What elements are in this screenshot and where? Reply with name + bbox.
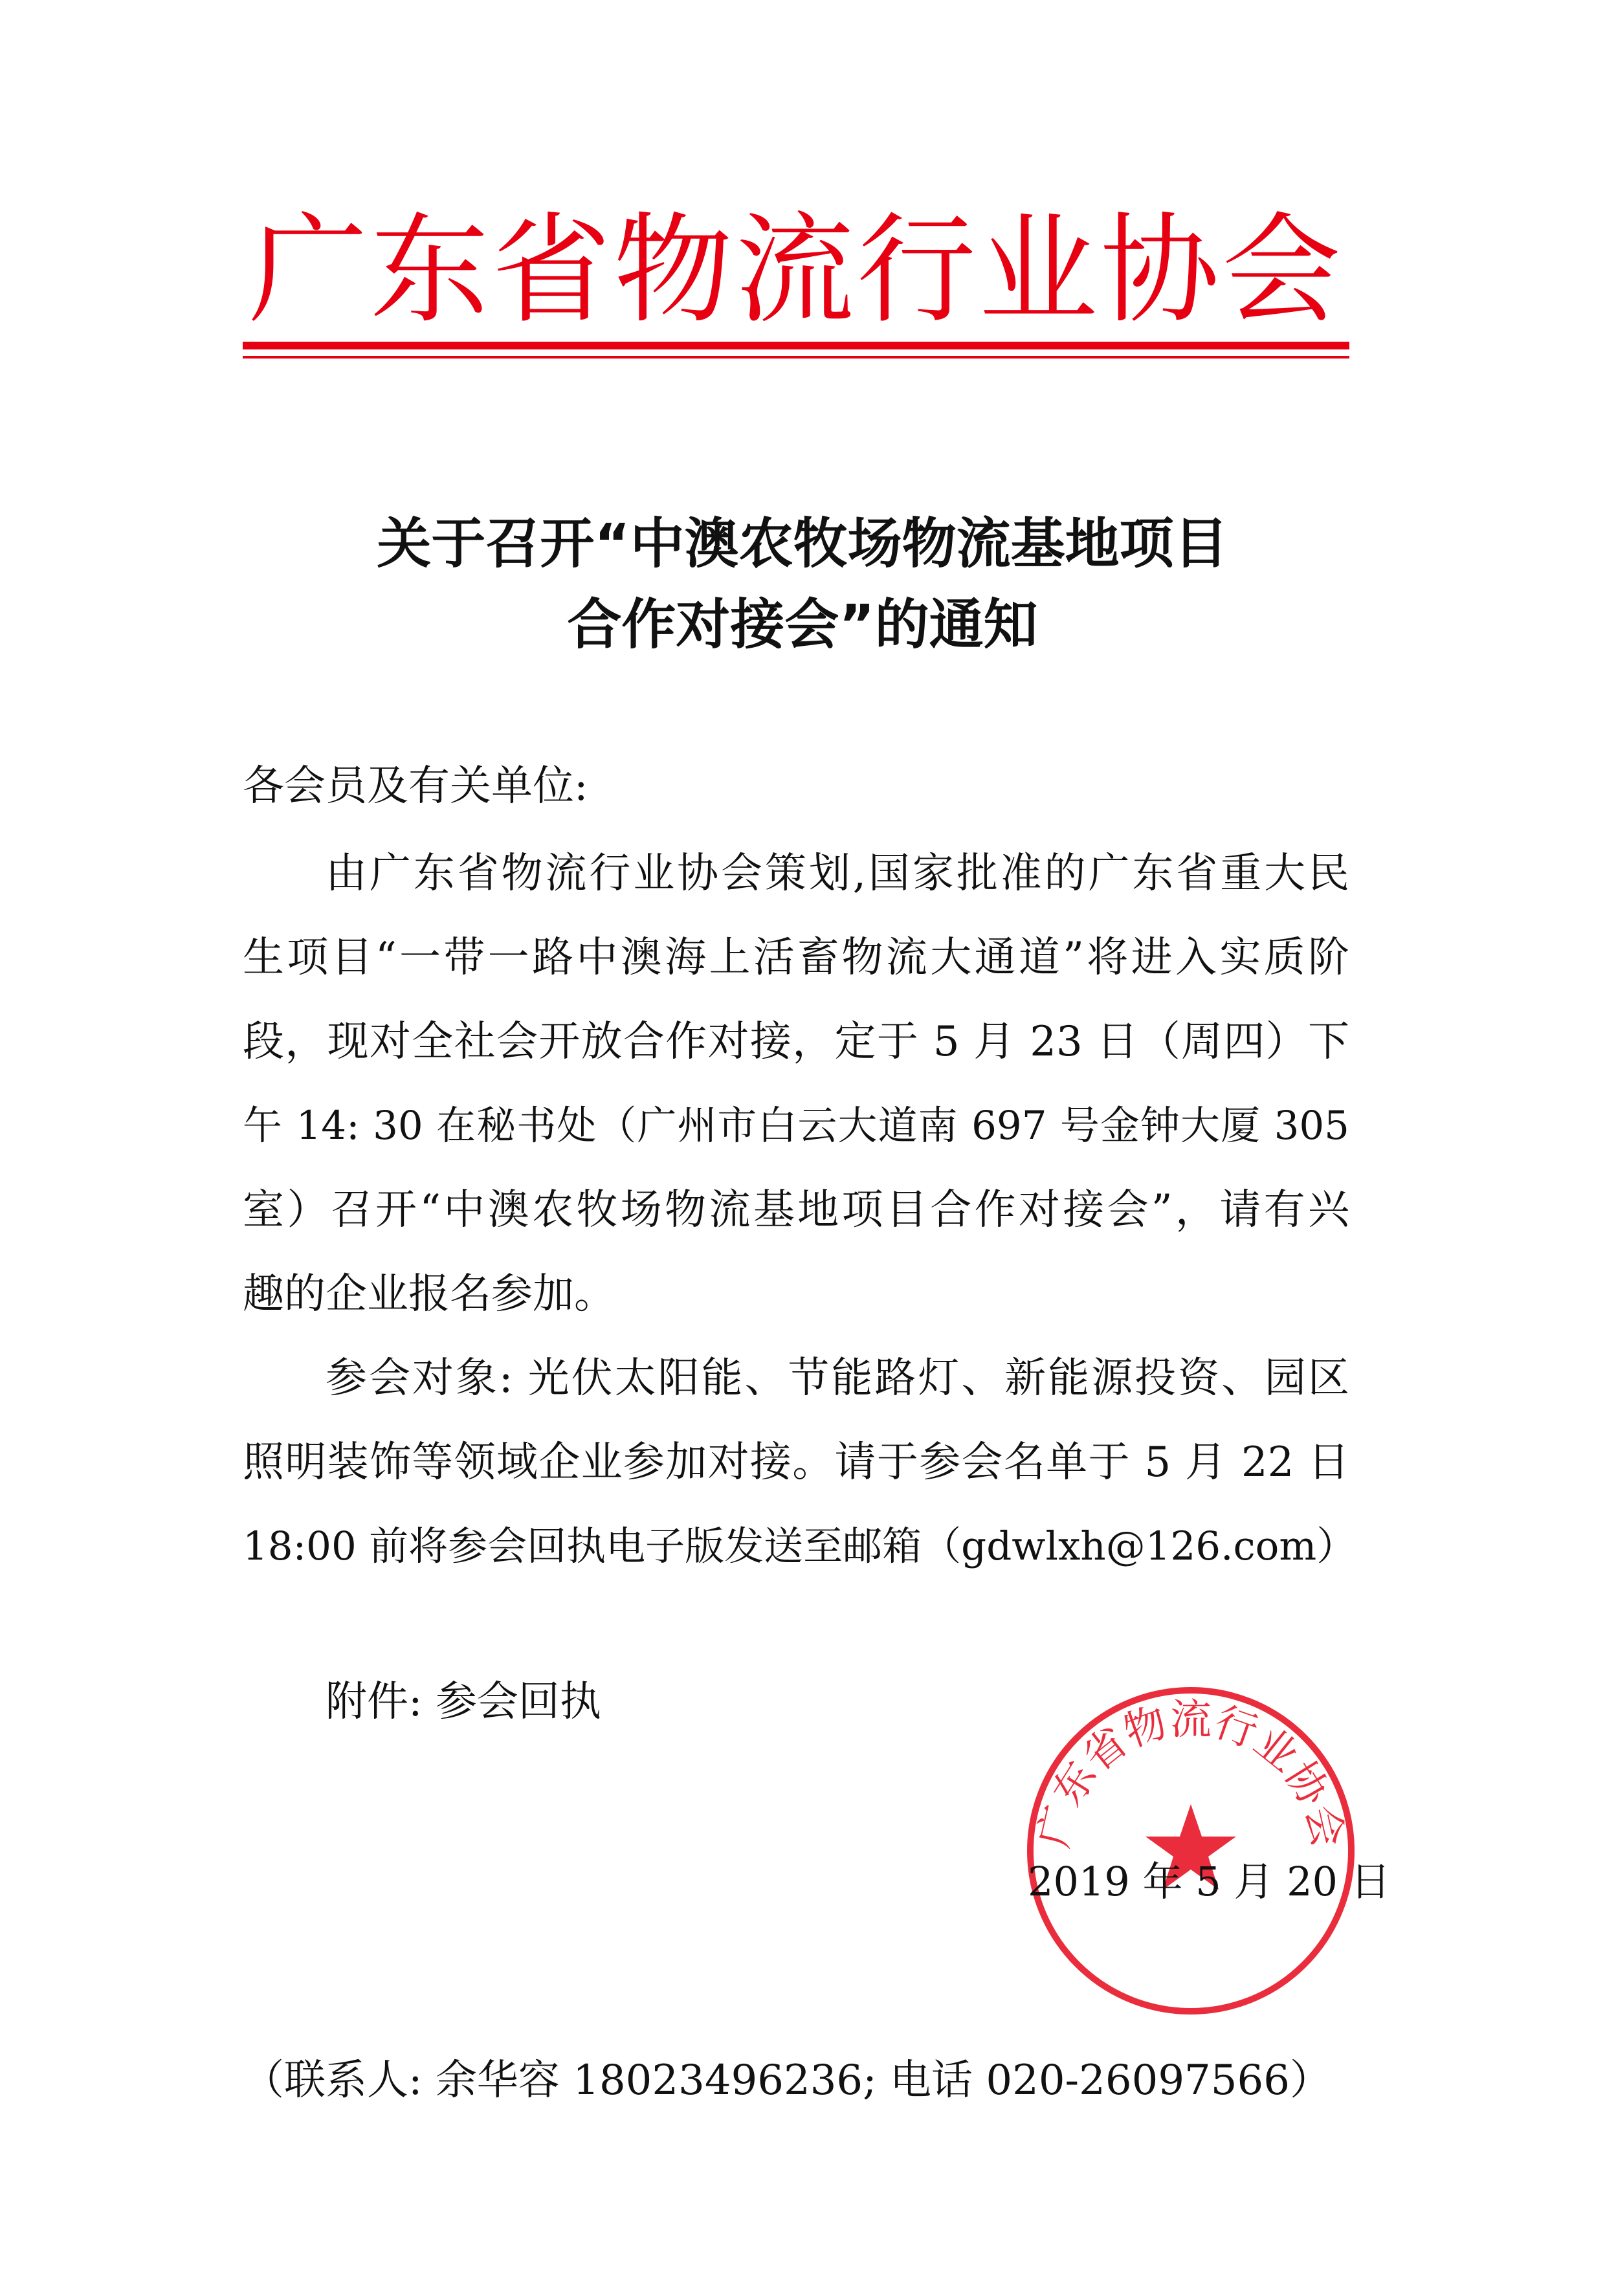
attachment-note: 附件: 参会回执 bbox=[326, 1678, 601, 1726]
notice-title-line-2: 合作对接会”的通知 bbox=[567, 593, 1038, 656]
official-seal bbox=[1023, 1683, 1391, 2019]
letterhead-org-name: 广东省物流行业协会 bbox=[248, 201, 1344, 340]
paragraph-1-line-6: 趣的企业报名参加。 bbox=[243, 1270, 615, 1318]
contact-info: （联系人: 余华容 18023496236; 电话 020-26097566） bbox=[243, 2057, 1331, 2104]
issue-date: 2019 年 5 月 20 日 bbox=[1028, 1858, 1391, 1905]
paragraph-1-line-5: 室）召开“中澳农牧场物流基地项目合作对接会”，请有兴 bbox=[243, 1186, 1349, 1234]
salutation: 各会员及有关单位: bbox=[243, 762, 588, 810]
paragraph-1-line-4: 午 14: 30 在秘书处（广州市白云大道南 697 号金钟大厦 305 bbox=[243, 1103, 1349, 1149]
paragraph-2-line-3: 18:00 前将参会回执电子版发送至邮箱（gdwlxh@126.com） bbox=[243, 1523, 1356, 1569]
letterhead-rule-thick bbox=[243, 342, 1349, 349]
paragraph-1-line-2: 生项目“一带一路中澳海上活畜物流大通道”将进入实质阶 bbox=[243, 934, 1349, 982]
paragraph-1-line-3: 段，现对全社会开放合作对接，定于 5 月 23 日（周四）下 bbox=[243, 1018, 1349, 1066]
letterhead-rule-thin bbox=[243, 356, 1349, 359]
paragraph-1-line-1: 由广东省物流行业协会策划,国家批准的广东省重大民 bbox=[326, 850, 1349, 898]
paragraph-2-line-2: 照明装饰等领域企业参加对接。请于参会名单于 5 月 22 日 bbox=[243, 1439, 1349, 1486]
paragraph-2-line-1: 参会对象: 光伏太阳能、节能路灯、新能源投资、园区 bbox=[326, 1354, 1349, 1402]
seal-text: 广东省物流行业协会 bbox=[1030, 1695, 1352, 1852]
notice-title-line-1: 关于召开“中澳农牧场物流基地项目 bbox=[377, 512, 1228, 575]
